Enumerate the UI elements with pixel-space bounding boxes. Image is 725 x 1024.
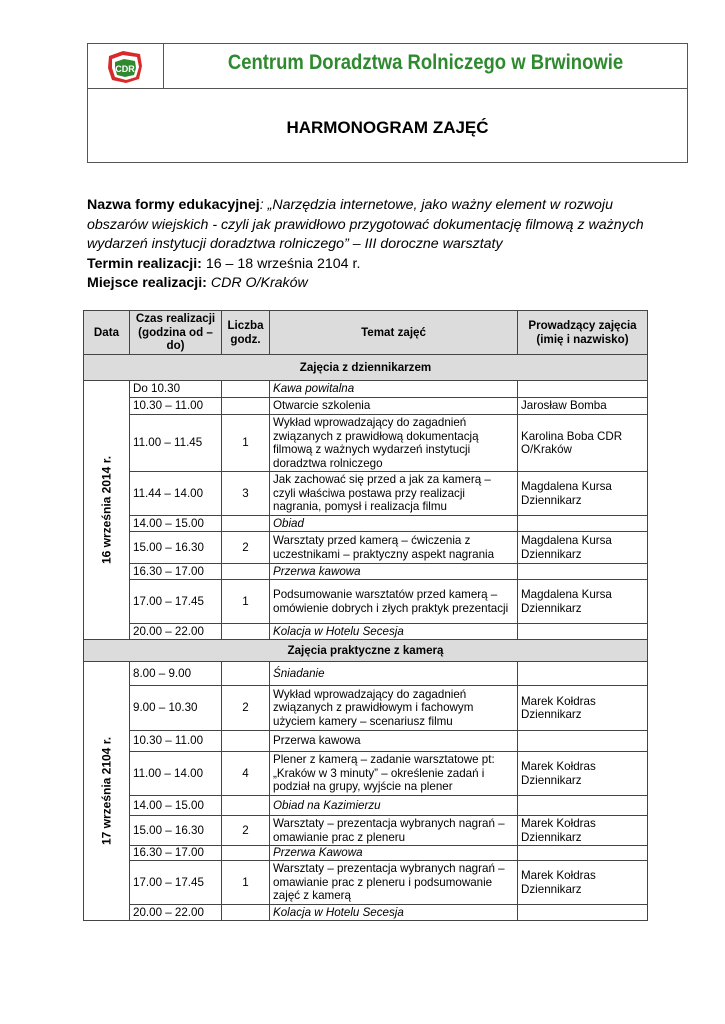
time-cell: 10.30 – 11.00 bbox=[130, 398, 222, 415]
form-line bbox=[87, 196, 647, 255]
time-cell: 10.30 – 11.00 bbox=[130, 731, 222, 752]
logo-cell bbox=[88, 44, 164, 88]
term-line bbox=[87, 255, 647, 275]
table-row bbox=[84, 472, 648, 516]
lead-cell bbox=[518, 624, 648, 640]
place-label: Miejsce realizacji: bbox=[87, 275, 207, 291]
lead-cell: Marek Kołdras Dziennikarz bbox=[518, 816, 648, 846]
hours-cell: 2 bbox=[222, 816, 270, 846]
topic-cell: Przerwa kawowa bbox=[270, 564, 518, 580]
hours-cell: 3 bbox=[222, 472, 270, 516]
topic-cell: Przerwa Kawowa bbox=[270, 846, 518, 861]
header-topic: Temat zajęć bbox=[270, 311, 518, 355]
lead-cell bbox=[518, 731, 648, 752]
hours-cell bbox=[222, 731, 270, 752]
table-row bbox=[84, 662, 648, 686]
topic-cell: Wykład wprowadzający do zagadnień związanych z prawidłowym i fachowym użyciem kamery – scenariusz filmu bbox=[270, 686, 518, 731]
table-row bbox=[84, 731, 648, 752]
table-row bbox=[84, 846, 648, 861]
table-row bbox=[84, 796, 648, 816]
date-cell bbox=[84, 662, 130, 921]
lead-cell bbox=[518, 905, 648, 921]
topic-cell: Warsztaty przed kamerą – ćwiczenia z uczestnikami – praktyczny aspekt nagrania bbox=[270, 532, 518, 564]
topic-cell: Kawa powitalna bbox=[270, 381, 518, 398]
hours-cell: 4 bbox=[222, 752, 270, 796]
time-cell: 11.00 – 14.00 bbox=[130, 752, 222, 796]
table-row bbox=[84, 381, 648, 398]
header-date: Data bbox=[84, 311, 130, 355]
lead-cell bbox=[518, 516, 648, 532]
topic-cell: Wykład wprowadzający do zagadnień związanych z prawidłową dokumentacją filmową z ważnych wydarzeń instytucji doradztwa rolniczego bbox=[270, 415, 518, 472]
header-hours: Liczba godz. bbox=[222, 311, 270, 355]
topic-cell: Jak zachować się przed a jak za kamerą – czyli właściwa postawa przy realizacji nagrania, pomysł i realizacja filmu bbox=[270, 472, 518, 516]
topic-cell: Warsztaty – prezentacja wybranych nagrań – omawianie prac z pleneru bbox=[270, 816, 518, 846]
date-label: 16 września 2014 r. bbox=[98, 455, 113, 565]
table-row bbox=[84, 532, 648, 564]
time-cell: 20.00 – 22.00 bbox=[130, 905, 222, 921]
schedule-table bbox=[83, 310, 648, 921]
topic-cell: Kolacja w Hotelu Secesja bbox=[270, 624, 518, 640]
organization-name: Centrum Doradztwa Rolniczego w Brwinowie bbox=[227, 51, 624, 74]
table-row bbox=[84, 686, 648, 731]
lead-cell bbox=[518, 564, 648, 580]
table-row bbox=[84, 564, 648, 580]
table-row bbox=[84, 816, 648, 846]
topic-cell: Plener z kamerą – zadanie warsztatowe pt: „Kraków w 3 minuty” – określenie zadań i podział na grupy, wyjście na plener bbox=[270, 752, 518, 796]
table-row bbox=[84, 516, 648, 532]
hours-cell bbox=[222, 905, 270, 921]
time-cell: 17.00 – 17.45 bbox=[130, 580, 222, 624]
topic-cell: Obiad na Kazimierzu bbox=[270, 796, 518, 816]
lead-cell: Magdalena Kursa Dziennikarz bbox=[518, 580, 648, 624]
time-cell: 14.00 – 15.00 bbox=[130, 516, 222, 532]
time-cell: 11.44 – 14.00 bbox=[130, 472, 222, 516]
table-row bbox=[84, 580, 648, 624]
form-value: „Narzędzia internetowe, jako ważny element w rozwoju obszarów wiejskich - czyli jak prawidłowo przygotować dokumentację filmową z ważnych wydarzeń instytucji doradztwa rolniczego” – III doroczne warsztaty bbox=[87, 197, 644, 252]
table-row bbox=[84, 752, 648, 796]
term-value: 16 – 18 września 2104 r. bbox=[205, 255, 361, 272]
table-row bbox=[84, 905, 648, 921]
lead-cell bbox=[518, 381, 648, 398]
time-cell: 8.00 – 9.00 bbox=[130, 662, 222, 686]
time-cell: 17.00 – 17.45 bbox=[130, 861, 222, 905]
section-row bbox=[84, 355, 648, 381]
topic-cell: Przerwa kawowa bbox=[270, 731, 518, 752]
lead-cell bbox=[518, 846, 648, 861]
time-cell: 11.00 – 11.45 bbox=[130, 415, 222, 472]
time-cell: 14.00 – 15.00 bbox=[130, 796, 222, 816]
header-banner bbox=[88, 44, 687, 89]
time-cell: 15.00 – 16.30 bbox=[130, 816, 222, 846]
time-cell: 16.30 – 17.00 bbox=[130, 846, 222, 861]
table-row bbox=[84, 861, 648, 905]
topic-cell: Warsztaty – prezentacja wybranych nagrań – omawianie prac z pleneru i podsumowanie zajęć z kamerą bbox=[270, 861, 518, 905]
time-cell: 20.00 – 22.00 bbox=[130, 624, 222, 640]
term-label: Termin realizacji: bbox=[87, 255, 202, 272]
hours-cell: 1 bbox=[222, 580, 270, 624]
section-title: Zajęcia z dziennikarzem bbox=[84, 355, 648, 381]
hours-cell bbox=[222, 564, 270, 580]
lead-cell: Marek Kołdras Dziennikarz bbox=[518, 686, 648, 731]
course-info bbox=[87, 196, 647, 294]
section-title: Zajęcia praktyczne z kamerą bbox=[84, 640, 648, 662]
table-row bbox=[84, 398, 648, 415]
lead-cell bbox=[518, 796, 648, 816]
topic-cell: Obiad bbox=[270, 516, 518, 532]
lead-cell: Jarosław Bomba bbox=[518, 398, 648, 415]
time-cell: 16.30 – 17.00 bbox=[130, 564, 222, 580]
topic-cell: Podsumowanie warsztatów przed kamerą – omówienie dobrych i złych praktyk prezentacji bbox=[270, 580, 518, 624]
topic-cell: Otwarcie szkolenia bbox=[270, 398, 518, 415]
lead-cell: Marek Kołdras Dziennikarz bbox=[518, 752, 648, 796]
place-value: CDR O/Kraków bbox=[210, 275, 308, 291]
hours-cell bbox=[222, 846, 270, 861]
table-row bbox=[84, 624, 648, 640]
document-title: HARMONOGRAM ZAJĘĆ bbox=[286, 118, 489, 137]
lead-cell bbox=[518, 662, 648, 686]
table-row bbox=[84, 415, 648, 472]
cdr-logo-icon bbox=[106, 48, 144, 85]
hours-cell: 2 bbox=[222, 686, 270, 731]
hours-cell bbox=[222, 398, 270, 415]
document-header bbox=[87, 43, 688, 163]
hours-cell bbox=[222, 381, 270, 398]
place-line bbox=[87, 274, 647, 294]
hours-cell: 1 bbox=[222, 415, 270, 472]
hours-cell bbox=[222, 662, 270, 686]
form-colon: : bbox=[259, 197, 264, 213]
hours-cell bbox=[222, 796, 270, 816]
table-header-row bbox=[84, 311, 648, 355]
date-label: 17 września 2104 r. bbox=[98, 736, 113, 846]
time-cell: 9.00 – 10.30 bbox=[130, 686, 222, 731]
lead-cell: Marek Kołdras Dziennikarz bbox=[518, 861, 648, 905]
form-label: Nazwa formy edukacyjnej bbox=[87, 197, 260, 213]
logo-text: CDR bbox=[115, 64, 135, 74]
hours-cell bbox=[222, 516, 270, 532]
time-cell: 15.00 – 16.30 bbox=[130, 532, 222, 564]
topic-cell: Śniadanie bbox=[270, 662, 518, 686]
lead-cell: Magdalena Kursa Dziennikarz bbox=[518, 532, 648, 564]
section-row bbox=[84, 640, 648, 662]
date-cell bbox=[84, 381, 130, 640]
lead-cell: Karolina Boba CDR O/Kraków bbox=[518, 415, 648, 472]
lead-cell: Magdalena Kursa Dziennikarz bbox=[518, 472, 648, 516]
topic-cell: Kolacja w Hotelu Secesja bbox=[270, 905, 518, 921]
hours-cell bbox=[222, 624, 270, 640]
header-time: Czas realizacji (godzina od – do) bbox=[130, 311, 222, 355]
header-lead: Prowadzący zajęcia (imię i nazwisko) bbox=[518, 311, 648, 355]
time-cell: Do 10.30 bbox=[130, 381, 222, 398]
hours-cell: 1 bbox=[222, 861, 270, 905]
hours-cell: 2 bbox=[222, 532, 270, 564]
